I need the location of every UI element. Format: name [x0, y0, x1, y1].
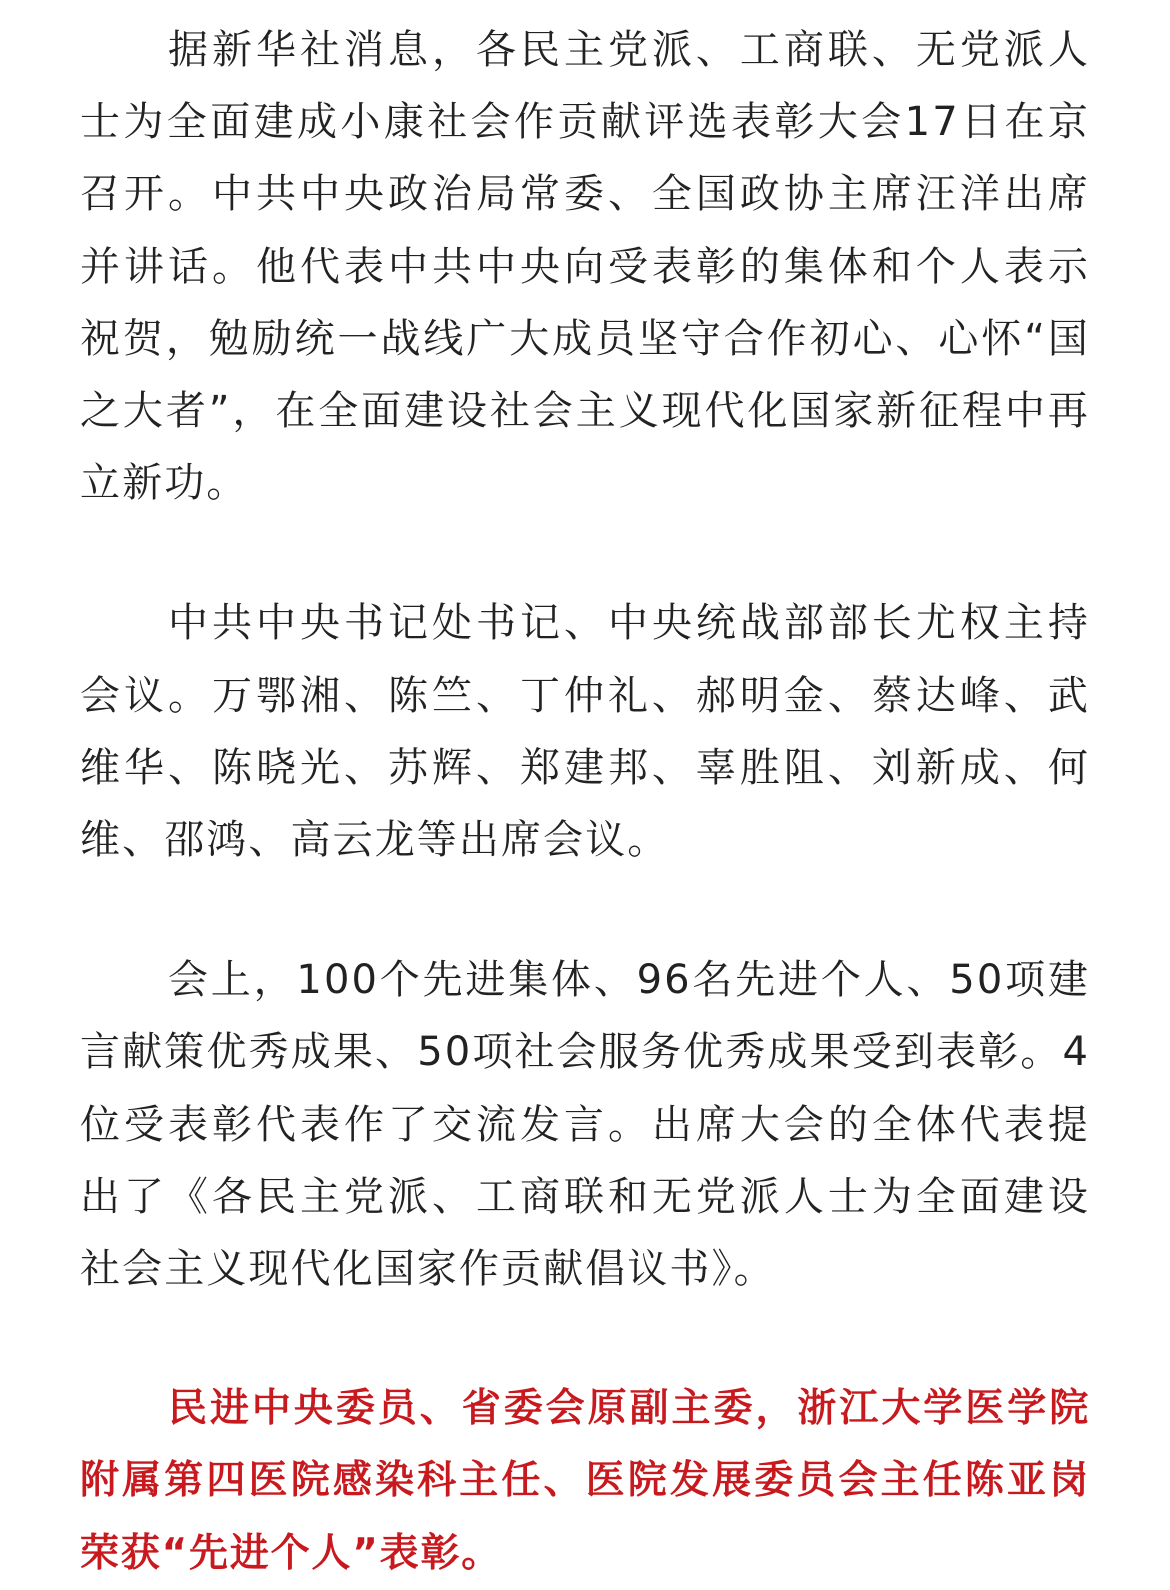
paragraph-conference-news: 据新华社消息，各民主党派、工商联、无党派人士为全面建成小康社会作贡献评选表彰大会17日在京召开。中共中央政治局常委、全国政协主席汪洋出席并讲话。他代表中共中央向受表彰的集体和个人表示祝贺，勉励统一战线广大成员坚守合作初心、心怀“国之大者”，在全面建设社会主义现代化国家新征程中再立新功。	[80, 27, 1090, 507]
article-body	[80, 14, 1090, 1590]
paragraph-highlight-honoree: 民进中央委员、省委会原副主委，浙江大学医学院附属第四医院感染科主任、医院发展委员会主任陈亚岗荣获“先进个人”表彰。	[80, 1386, 1090, 1576]
paragraph-attendees: 中共中央书记处书记、中央统战部部长尤权主持会议。万鄂湘、陈竺、丁仲礼、郝明金、蔡达峰、武维华、陈晓光、苏辉、郑建邦、辜胜阻、刘新成、何维、邵鸿、高云龙等出席会议。	[80, 600, 1090, 864]
paragraph-awards: 会上，100个先进集体、96名先进个人、50项建言献策优秀成果、50项社会服务优秀成果受到表彰。4位受表彰代表作了交流发言。出席大会的全体代表提出了《各民主党派、工商联和无党派人士为全面建设社会主义现代化国家作贡献倡议书》。	[80, 957, 1090, 1293]
